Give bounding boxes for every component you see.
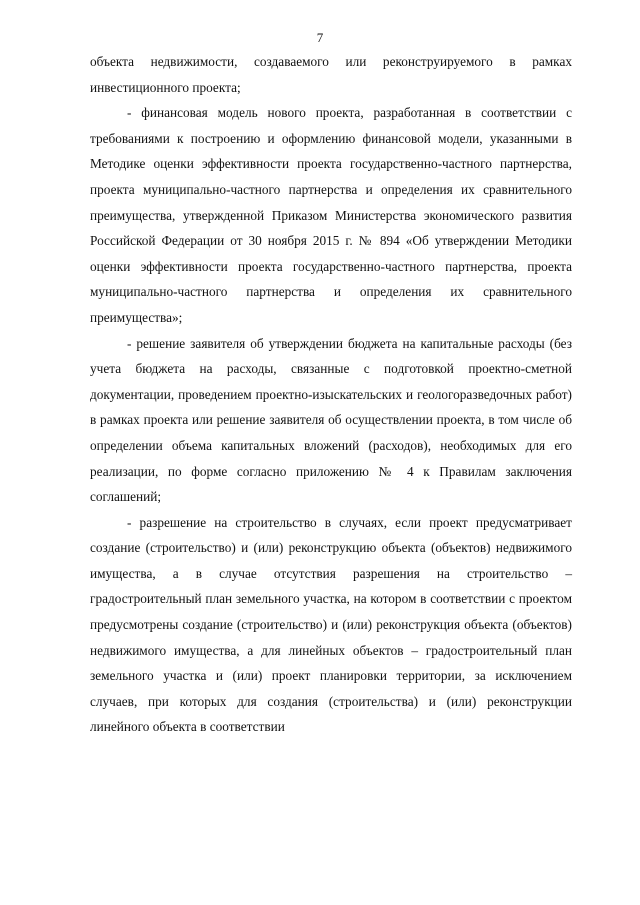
paragraph-financial-model: - финансовая модель нового проекта, разработанная в соответствии с требованиями к построению и оформлению финансовой модели, указанными в Методике оценки эффективности проекта государственно-частного партнерства, проекта муниципально-частного партнерства и определения их сравнительного преимущества, утвержденной Приказом Министерства экономического развития Российской Федерации от 30 ноября 2015 г. № 894 «Об утверждении Методики оценки эффективности проекта государственно-частного партнерства, проекта муниципально-частного партнерства и определения их сравнительного преимущества»; [90, 105, 572, 325]
page-number: 7 [316, 30, 324, 45]
paragraph-budget-decision: - решение заявителя об утверждении бюджета на капитальные расходы (без учета бюджета на расходы, связанные с подготовкой проектно-сметной документации, проведением проектно-изыскательских и геологоразведочных работ) в рамках проекта или решение заявителя об осуществлении проекта, в том числе об определении объема капитальных вложений (расходов), необходимых для его реализации, по форме согласно приложению № 4 к Правилам заключения соглашений; [90, 335, 572, 505]
paragraph-construction-permit: - разрешение на строительство в случаях, если проект предусматривает создание (строительство) и (или) реконструкцию объекта (объектов) недвижимого имущества, а в случае отсутствия разрешения на строительство – градостроительный план земельного участка, на котором в соответствии с проектом предусмотрены создание (строительство) и (или) реконструкция объекта (объектов) недвижимого имущества, а для линейных объектов – градостроительный план земельного участка и (или) проект планировки территории, за исключением случаев, при которых для создания (строительства) и (или) реконструкции линейного объекта в соответствии [90, 514, 572, 735]
document-body [90, 49, 572, 740]
paragraph-continuation: объекта недвижимости, создаваемого или реконструируемого в рамках инвестиционного проекта; [90, 54, 572, 95]
